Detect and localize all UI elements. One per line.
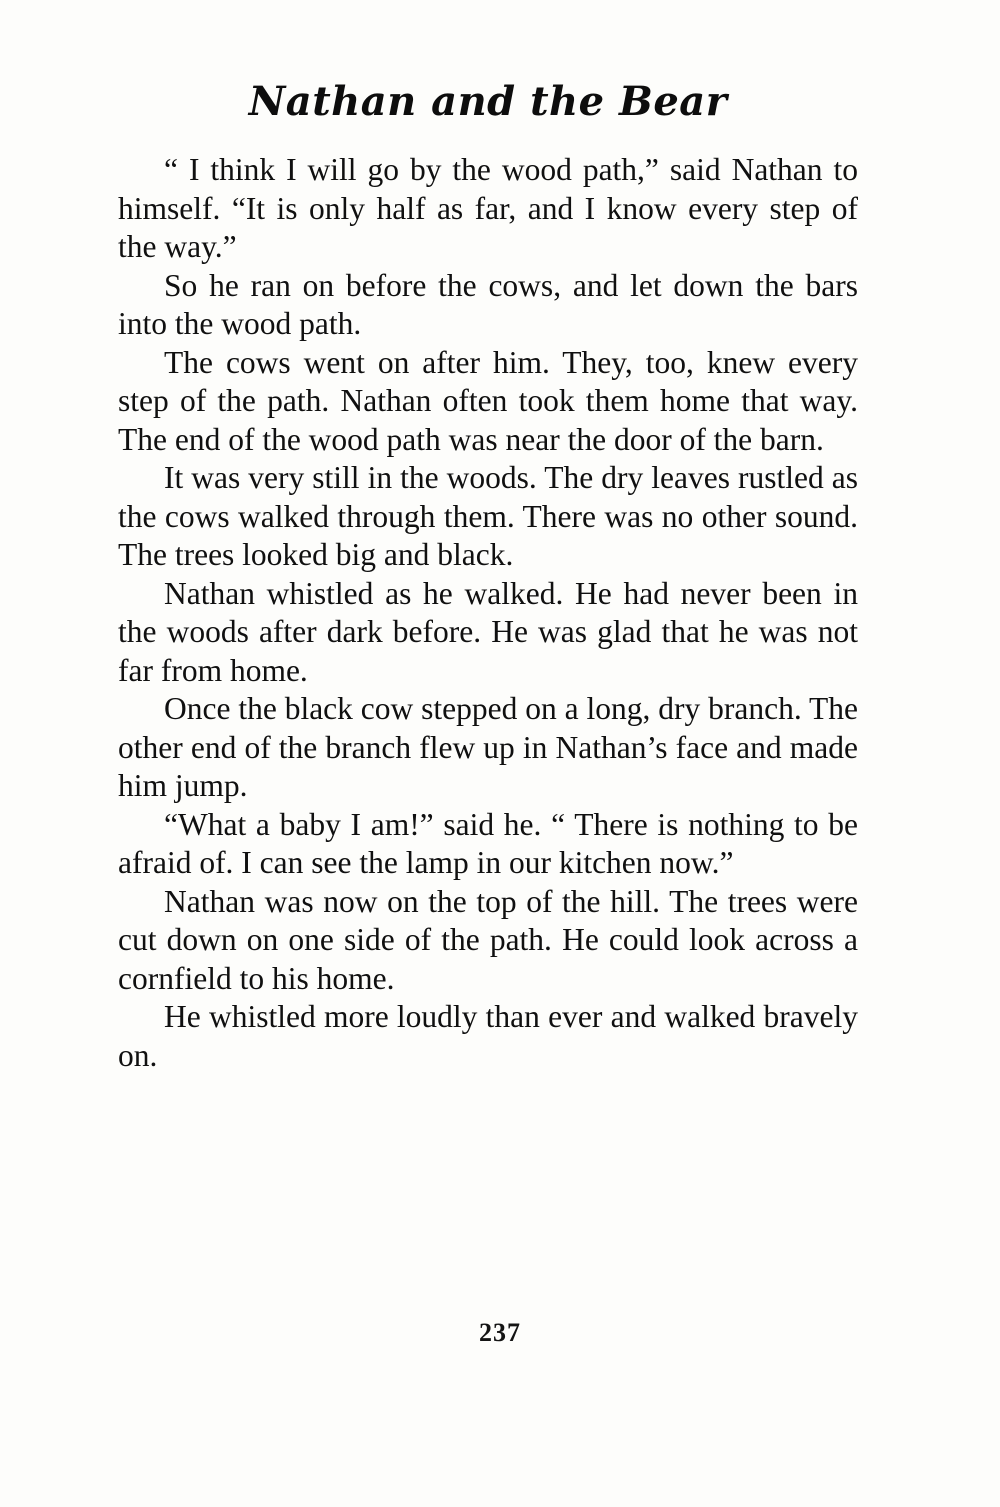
story-body	[118, 151, 858, 1075]
paragraph: “ I think I will go by the wood path,” said Nathan to himself. “It is only half as far, and I know every step of the way.”	[118, 152, 858, 264]
paragraph: “What a baby I am!” said he. “ There is nothing to be afraid of. I can see the lamp in our kitchen now.”	[118, 806, 858, 880]
paragraph: Nathan whistled as he walked. He had never been in the woods after dark before. He was glad that he was not far from home.	[118, 575, 858, 688]
page-number: 237	[479, 1318, 521, 1347]
page-content	[118, 78, 858, 1075]
paragraph: Once the black cow stepped on a long, dry branch. The other end of the branch flew up in Nathan’s face and made him jump.	[118, 691, 858, 803]
paragraph: So he ran on before the cows, and let down the bars into the wood path.	[118, 267, 858, 341]
page-title: Nathan and the Bear	[248, 78, 728, 125]
paragraph: Nathan was now on the top of the hill. The trees were cut down on one side of the path. He could look across a cornfield to his home.	[118, 883, 858, 996]
paragraph: He whistled more loudly than ever and walked bravely on.	[118, 999, 858, 1073]
paragraph: It was very still in the woods. The dry leaves rustled as the cows walked through them. There was no other sound. The trees looked big and black.	[118, 460, 858, 572]
paragraph: The cows went on after him. They, too, knew every step of the path. Nathan often took them home that way. The end of the wood path was near the door of the barn.	[118, 344, 858, 457]
